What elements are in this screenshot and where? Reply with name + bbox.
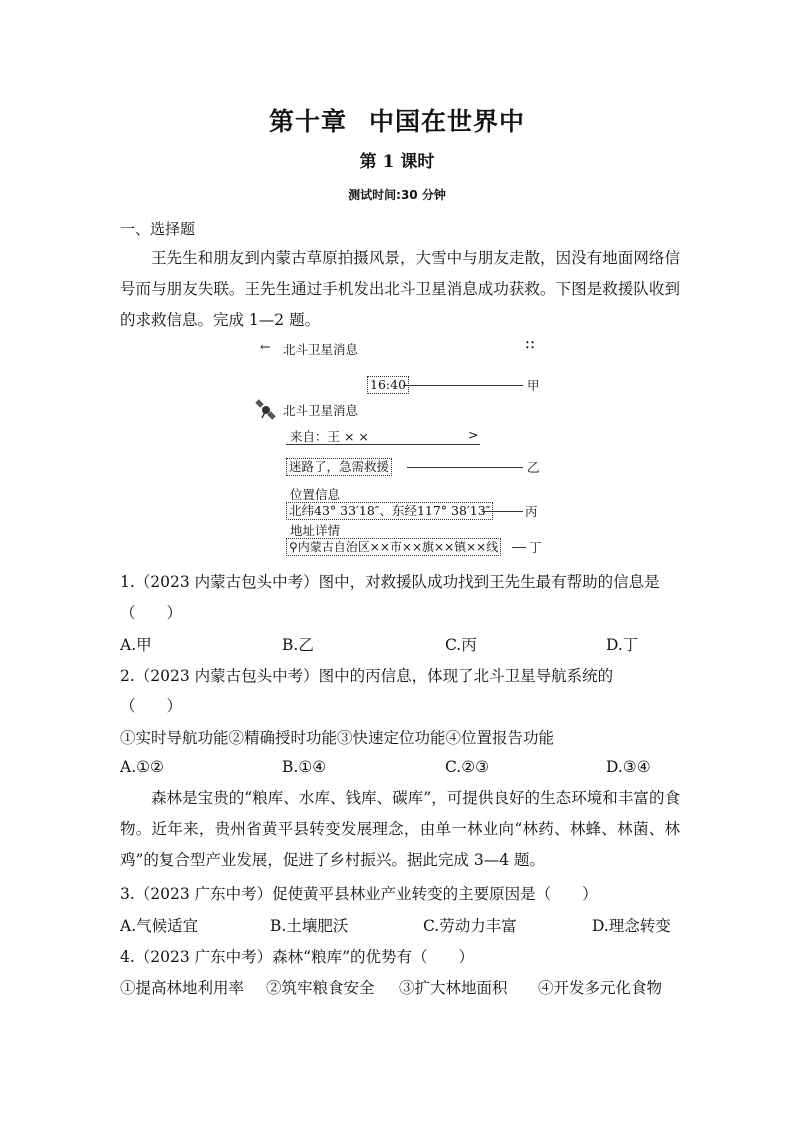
- beidou-message-figure: [250, 335, 550, 560]
- lesson-title: 第 1 课时: [359, 152, 435, 172]
- q3-option-a: A.气候适宜: [120, 917, 199, 935]
- satellite-icon: [254, 398, 278, 422]
- leader-line-yi: [407, 467, 523, 468]
- q1-option-d: D.丁: [606, 636, 639, 654]
- q2-option-b: B.①④: [282, 758, 327, 776]
- question-1-blank: （ ）: [120, 604, 183, 622]
- q3-option-c: C.劳动力丰富: [423, 917, 517, 935]
- leader-line-jia: [403, 385, 523, 386]
- leader-line-bing: [482, 511, 523, 512]
- q3-option-b: B.土壤肥沃: [270, 917, 349, 935]
- q1-option-b: B.乙: [282, 636, 314, 654]
- section-title: 一、选择题: [120, 220, 196, 238]
- sender: 来自：王 × ×: [290, 429, 369, 444]
- passage-2: 森林是宝贵的“粮库、水库、钱库、碳库”，可提供良好的生态环境和丰富的食物。近年来，贵州省黄平县转变发展理念，由单一林业向“林药、林蜂、林菌、林鸡”的复合型产业发展，促进了乡村振兴。据此完成 3—4 题。: [120, 789, 680, 869]
- question-1-stem: 1.（2023 内蒙古包头中考）图中，对救援队成功找到王先生最有帮助的信息是: [120, 573, 660, 591]
- label-bing: 丙: [525, 504, 538, 519]
- passage-1: 王先生和朋友到内蒙古草原拍摄风景，大雪中与朋友走散，因没有地面网络信号而与朋友失联。王先生通过手机发出北斗卫星消息成功获救。下图是救援队收到的求救信息。完成 1—2 题。: [120, 249, 680, 329]
- address-box: [286, 538, 501, 556]
- address-text: 内蒙古自治区××市××旗××镇××线: [297, 540, 499, 554]
- q2-option-a: A.①②: [120, 758, 164, 776]
- satellite-message-title: 北斗卫星消息: [283, 403, 359, 418]
- chapter-number: 第十章: [268, 107, 347, 136]
- q3-option-d: D.理念转变: [592, 917, 671, 935]
- message-box: 迷路了，急需救援: [286, 458, 392, 476]
- label-ding: 丁: [529, 540, 542, 555]
- location-pin-icon: ⚲: [289, 540, 298, 554]
- q4-item-2: ②筑牢粮食安全: [266, 979, 375, 997]
- question-2-blank: （ ）: [120, 697, 183, 715]
- q4-item-1: ①提高林地利用率: [120, 979, 245, 997]
- q1-option-c: C.丙: [445, 636, 477, 654]
- q2-option-d: D.③④: [606, 758, 651, 776]
- q2-option-c: C.②③: [445, 758, 490, 776]
- figure-header-title: 北斗卫星消息: [283, 342, 359, 357]
- menu-icon: ∷: [526, 337, 534, 352]
- leader-line-ding: [512, 547, 526, 548]
- question-4-stem: 4.（2023 广东中考）森林“粮库”的优势有（ ）: [120, 948, 475, 966]
- question-2-stem: 2.（2023 内蒙古包头中考）图中的丙信息，体现了北斗卫星导航系统的: [120, 667, 614, 685]
- question-3-stem: 3.（2023 广东中考）促使黄平县林业产业转变的主要原因是（ ）: [120, 885, 598, 903]
- time-box: 16:40: [367, 376, 409, 394]
- chapter-name: 中国在世界中: [369, 107, 526, 136]
- coordinates-box: 北纬43° 33′18″、东经117° 38′13″: [286, 502, 493, 520]
- q4-item-4: ④开发多元化食物: [538, 979, 663, 997]
- sender-arrow-icon: >: [468, 427, 479, 442]
- q4-item-3: ③扩大林地面积: [399, 979, 508, 997]
- question-2-items: ①实时导航功能②精确授时功能③快速定位功能④位置报告功能: [120, 729, 555, 747]
- back-arrow-icon: ←: [260, 339, 271, 354]
- chapter-title: [0, 102, 794, 138]
- location-label: 位置信息: [290, 487, 341, 502]
- label-jia: 甲: [527, 378, 540, 393]
- address-label: 地址详情: [290, 523, 341, 538]
- q1-option-a: A.甲: [120, 636, 152, 654]
- label-yi: 乙: [527, 460, 540, 475]
- sender-underline: [286, 444, 480, 445]
- test-time: 测试时间:30 分钟: [348, 188, 446, 202]
